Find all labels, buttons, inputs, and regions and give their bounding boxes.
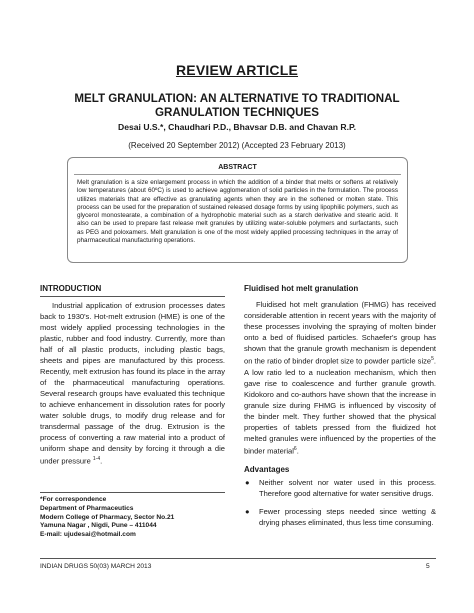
introduction-end: . [100,456,103,466]
abstract-heading: ABSTRACT [218,164,257,171]
correspondence-label: *For correspondence [40,496,107,503]
fhmg-text-b: . A low ratio led to a nucleation mechanism, which then gave rise to coalescence and further granule growth. Kidokoro and co-authors have shown that the increase in granule size during FHMG is influenced by viscosity of the binder melt. They further showed that the physical properties of tablets pressed from the fluidized hot melted granules were influenced by the properties of the binder material [244,356,436,456]
correspondence-college: Modern College of Pharmacy, Sector No.21 [40,513,175,521]
introduction-paragraph [40,300,225,467]
fhmg-end: . [296,446,299,456]
bullet-icon: ● [245,478,250,487]
fhmg-citation-5: 5 [431,356,434,362]
footer-divider [40,558,436,559]
correspondence-block [40,496,225,540]
advantage-text: Neither solvent nor water used in this process. Therefore good alternative for water sensitive drugs. [259,478,436,498]
correspondence-divider [40,492,225,493]
received-accepted-dates: (Received 20 September 2012) (Accepted 23 February 2013) [128,141,346,150]
fhmg-citation-6: 6 [293,445,297,452]
correspondence-email: E-mail: ujudesai@hotmail.com [40,531,136,539]
advantage-item [244,477,436,499]
page-number: 5 [426,563,430,570]
correspondence-address: Yamuna Nagar , Nigdi, Pune – 411044 [40,522,157,530]
abstract-divider [74,174,401,175]
fhmg-paragraph [244,299,436,456]
advantages-heading: Advantages [244,465,290,474]
introduction-divider [40,296,225,297]
journal-citation: INDIAN DRUGS 50(03) MARCH 2013 [40,563,152,570]
fhmg-text-a: Fluidised hot melt granulation (FHMG) has received considerable attention in recent years with the majority of these processes involving the spraying of molten binder onto a bed of fluidised particles. Schaefer's group has shown that the granule growth mechanism is dependent on the ratio of binder droplet size to powder particle size [244,300,436,366]
advantages-list [244,477,436,535]
abstract-box [67,157,408,263]
author-list: Desai U.S.*, Chaudhari P.D., Bhavsar D.B. and Chavan R.P. [118,122,356,132]
fhmg-heading: Fluidised hot melt granulation [244,284,359,293]
advantage-item [244,506,436,528]
abstract-text: Melt granulation is a size enlargement process in which the addition of a binder that melts or softens at relatively low temperatures (about 60ºC) is used to achieve agglomeration of solid particles in the formulation. The process utilizes materials that are effective as granulating agents when they are in the softened or molten state. This process can be used for the preparation of sustained released dosage forms by using lipophilic polymers, such as glycerol monostearate, a combination of a hydrophobic material such as a starch derivative and stearic acid. It also can be used to prepare fast release melt granules by utilizing water-soluble polymers and surfactants, such as PEG and poloxamers. Melt granulation is one of the most widely applied processing techniques in the array of pharmaceutical manufacturing operations. [77,179,398,245]
introduction-heading: INTRODUCTION [40,284,102,293]
article-title: MELT GRANULATION: AN ALTERNATIVE TO TRADITIONAL GRANULATION TECHNIQUES [74,92,400,119]
bullet-icon: ● [245,507,250,516]
advantage-text: Fewer processing steps needed since wetting & drying phases eliminated, thus less time consuming. [259,507,436,527]
introduction-citation: 1-4 [92,456,101,462]
section-label: REVIEW ARTICLE [175,62,299,78]
correspondence-department: Department of Pharmaceutics [40,504,134,512]
introduction-text: Industrial application of extrusion processes dates back to 1930's. Hot-melt extrusion (HME) is one of the most widely applied processing technologies in the plastic, rubber and food industry. Currently, more than half of all plastic products, including plastic bags, sheets and pipes are manufactured by this process. Recently, melt extrusion has found its place in the array of the pharmaceutical manufacturing operations. Several research groups have evaluated this technique to achieve enhancement in dissolution rates for poorly water soluble drugs, to modify drug release and for transdermal passage of the drug. Extrusion is the process of converting a raw material into a product of uniform shape and density by forcing it through a die under pressure [40,301,225,466]
